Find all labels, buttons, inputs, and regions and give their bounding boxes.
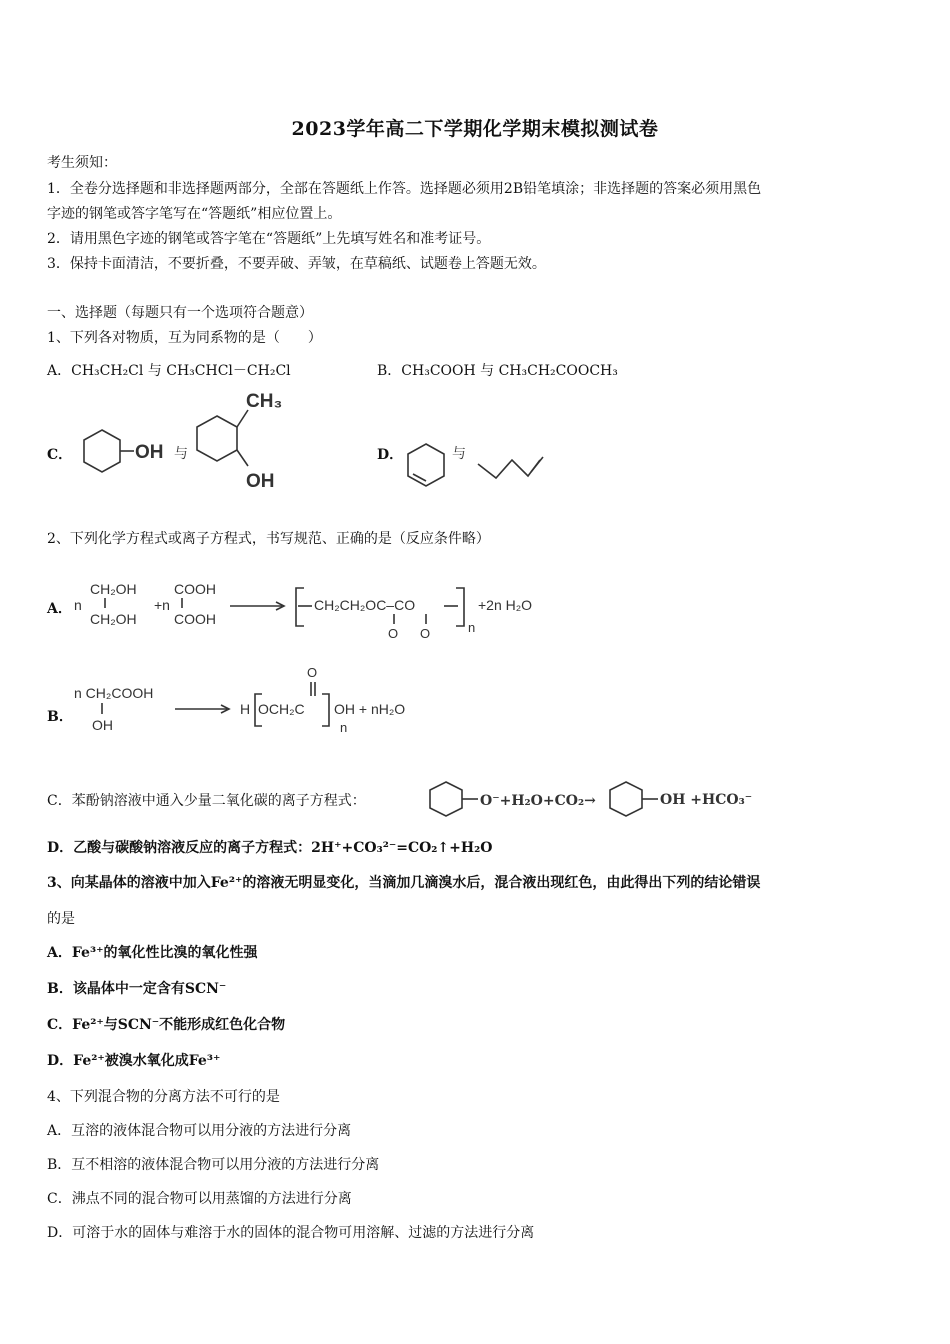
bond-oh: [237, 450, 248, 466]
hydroxyl-label-1: OH: [135, 442, 164, 463]
q2-option-a-equation: [72, 570, 552, 650]
oxygen-2: O: [420, 626, 431, 641]
bracket-right-b: [322, 694, 329, 726]
q3-option-d: D．Fe²⁺被溴水氧化成Fe³⁺: [47, 1053, 221, 1069]
benzene-ring-2: [197, 416, 237, 461]
polyester-unit: CH₂CH₂OC–CO: [314, 597, 416, 613]
q1-option-d-structures: [400, 430, 560, 500]
end-h: H: [240, 701, 251, 717]
hydroxyl-label-2: OH: [246, 471, 275, 492]
bracket-right-a: [456, 588, 464, 626]
q2-option-c-text: C．苯酚钠溶液中通入少量二氧化碳的离子方程式：: [47, 793, 366, 809]
oxygen-b: O: [307, 665, 318, 680]
glycol-bottom: CH₂OH: [90, 611, 137, 627]
q4-option-a: A．互溶的液体混合物可以用分液的方法进行分离: [47, 1123, 352, 1139]
phenol-ring: [610, 782, 642, 816]
q3-option-c: C．Fe²⁺与SCN⁻不能形成红色化合物: [47, 1017, 286, 1033]
subscript-n-b: n: [340, 720, 348, 735]
cyclohexene-ring: [408, 444, 444, 486]
q1-option-d-label: D．: [377, 447, 404, 463]
q2-option-c-equation: [424, 776, 764, 824]
plus-n: +n: [154, 597, 170, 613]
glycol-top: CH₂OH: [90, 581, 137, 597]
q1-stem: 1、下列各对物质，互为同系物的是（ ）: [47, 330, 322, 346]
q2-option-a-label: A．: [47, 601, 72, 617]
notice-item-1-cont: 字迹的钢笔或答字笔写在“答题纸”相应位置上。: [47, 206, 342, 222]
oxalic-bottom: COOH: [174, 611, 216, 627]
q3-stem: 3、向某晶体的溶液中加入Fe²⁺的溶液无明显变化，当滴加几滴溴水后，混合液出现红色，由此得出下列的结论错误: [47, 875, 761, 891]
benzene-ring-1: [84, 430, 120, 472]
q2-option-b-label: B．: [47, 709, 73, 725]
notice-heading: 考生须知：: [47, 155, 117, 171]
q2-stem: 2、下列化学方程式或离子方程式，书写规范、正确的是（反应条件略）: [47, 531, 490, 547]
q1-option-b: B．CH₃COOH 与 CH₃CH₂COOCH₃: [377, 363, 618, 379]
q3-option-b: B．该晶体中一定含有SCN⁻: [47, 981, 227, 997]
q4-stem: 4、下列混合物的分离方法不可行的是: [47, 1089, 280, 1105]
water-product-a: +2n H₂O: [478, 597, 533, 613]
hydroxyacetic-acid: n CH₂COOH: [74, 685, 154, 701]
q1-option-c-structures: [72, 390, 302, 500]
q4-option-c: C．沸点不同的混合物可以用蒸馏的方法进行分离: [47, 1191, 352, 1207]
butene-double-bond: [531, 457, 543, 472]
q2-option-d: D．乙酸与碳酸钠溶液反应的离子方程式：2H⁺+CO₃²⁻=CO₂↑+H₂O: [47, 840, 493, 856]
bond-ch3: [237, 410, 248, 427]
phenol-equation: OH +HCO₃⁻: [660, 792, 753, 808]
yu-label-d: 与: [452, 446, 466, 462]
bracket-left-a: [296, 588, 304, 626]
q2-option-b-equation: [72, 664, 452, 744]
q1-option-a: A．CH₃CH₂Cl 与 CH₃CHCl－CH₂Cl: [47, 363, 291, 379]
subscript-n-a: n: [468, 620, 476, 635]
q1-option-c-label: C．: [47, 447, 73, 463]
notice-item-3: 3．保持卡面清洁，不要折叠，不要弄破、弄皱，在草稿纸、试题卷上答题无效。: [47, 256, 546, 272]
oxalic-top: COOH: [174, 581, 216, 597]
notice-item-2: 2．请用黑色字迹的钢笔或答字笔在“答题纸”上先填写姓名和准考证号。: [47, 231, 491, 247]
methyl-label: CH₃: [246, 391, 283, 412]
phenoxide-ring: [430, 782, 462, 816]
phenoxide-equation: O⁻+H₂O+CO₂→: [480, 793, 596, 809]
hydroxyl-b: OH: [92, 717, 113, 733]
section-heading: 一、选择题（每题只有一个选项符合题意）: [47, 305, 313, 321]
water-product-b: OH + nH₂O: [334, 701, 406, 717]
yu-label-c: 与: [174, 446, 188, 462]
q4-option-d: D．可溶于水的固体与难溶于水的固体的混合物可用溶解、过滤的方法进行分离: [47, 1225, 535, 1241]
coefficient-n: n: [74, 597, 82, 613]
butene-chain: [478, 460, 540, 478]
oxygen-1: O: [388, 626, 399, 641]
q3-stem-cont: 的是: [47, 911, 75, 927]
q3-option-a: A．Fe³⁺的氧化性比溴的氧化性强: [47, 945, 258, 961]
q4-option-b: B．互不相溶的液体混合物可以用分液的方法进行分离: [47, 1157, 380, 1173]
notice-item-1: 1．全卷分选择题和非选择题两部分，全部在答题纸上作答。选择题必须用2B铅笔填涂；非选择题的答案必须用黑色: [47, 181, 762, 197]
polyester-unit-b: OCH₂C: [258, 701, 305, 717]
page-title: 2023学年高二下学期化学期末模拟测试卷: [291, 118, 659, 140]
